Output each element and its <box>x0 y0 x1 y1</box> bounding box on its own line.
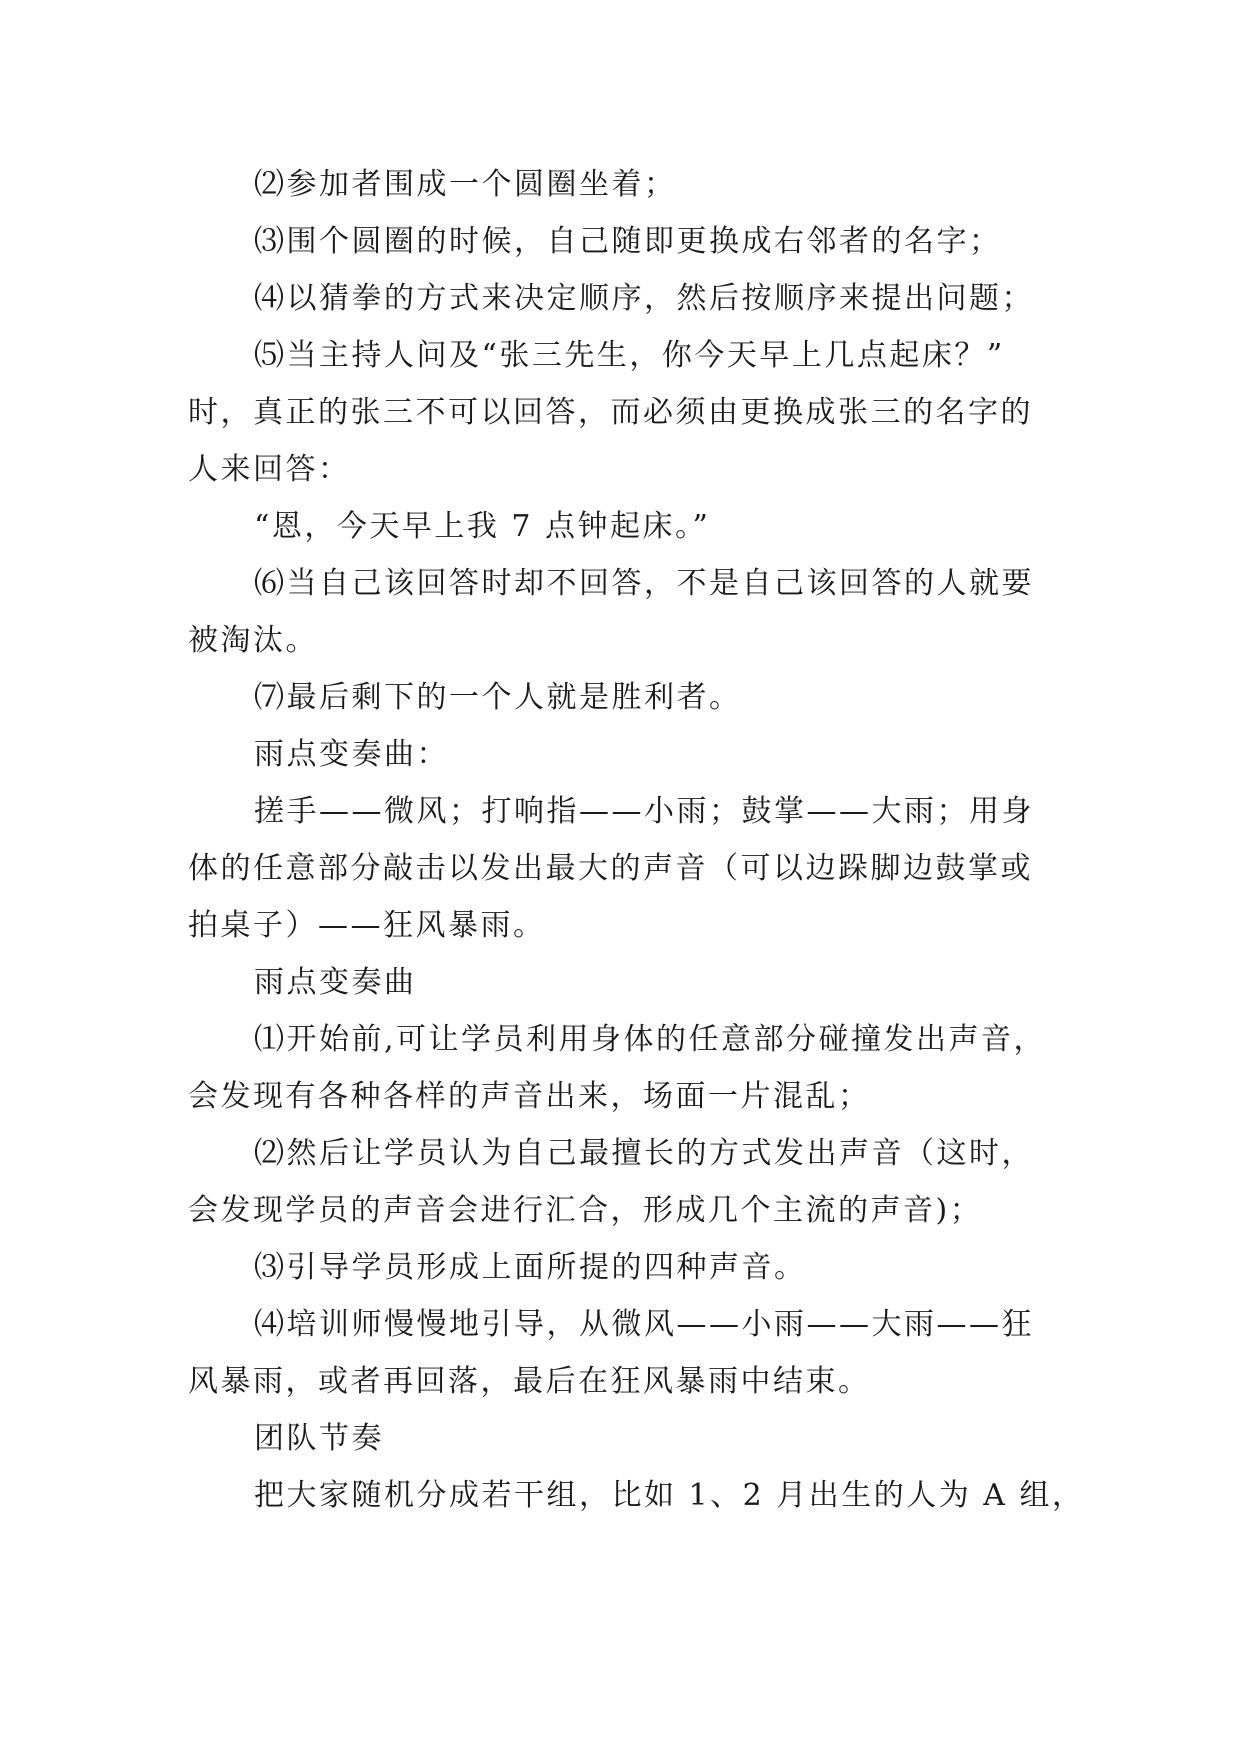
paragraph-line: ⑸当主持人问及“张三先生，你今天早上几点起床？” <box>254 338 1005 373</box>
section-heading: 雨点变奏曲 <box>254 965 417 1000</box>
paragraph-line: 体的任意部分敲击以发出最大的声音（可以边跺脚边鼓掌或 <box>188 851 1033 886</box>
paragraph-line: ⑴开始前,可让学员利用身体的任意部分碰撞发出声音， <box>254 1022 1047 1057</box>
paragraph-line: 被淘汰。 <box>188 623 318 658</box>
paragraph-line: 搓手——微风；打响指——小雨；鼓掌——大雨；用身 <box>254 794 1034 829</box>
paragraph-line: ⑹当自己该回答时却不回答，不是自己该回答的人就要 <box>254 566 1034 601</box>
paragraph-line: ⑷培训师慢慢地引导，从微风——小雨——大雨——狂 <box>254 1307 1034 1342</box>
paragraph-line: 会发现学员的声音会进行汇合，形成几个主流的声音)； <box>188 1193 983 1228</box>
paragraph-line: 会发现有各种各样的声音出来，场面一片混乱； <box>188 1079 871 1114</box>
section-heading: 团队节奏 <box>254 1421 384 1456</box>
paragraph-line: ⑷以猜拳的方式来决定顺序，然后按顺序来提出问题； <box>254 281 1034 316</box>
paragraph-line: ⑶围个圆圈的时候，自己随即更换成右邻者的名字； <box>254 224 1002 259</box>
paragraph-line: 人来回答： <box>188 452 351 487</box>
paragraph-line: 把大家随机分成若干组，比如 1、2 月出生的人为 A 组， <box>254 1478 1085 1513</box>
paragraph-line: ⑵然后让学员认为自己最擅长的方式发出声音（这时， <box>254 1136 1034 1171</box>
section-heading: 雨点变奏曲： <box>254 737 449 772</box>
paragraph-line: 时，真正的张三不可以回答，而必须由更换成张三的名字的 <box>188 395 1033 430</box>
paragraph-line: ⑶引导学员形成上面所提的四种声音。 <box>254 1250 807 1285</box>
paragraph-line: ⑵参加者围成一个圆圈坐着； <box>254 167 677 202</box>
paragraph-line: 拍桌子）——狂风暴雨。 <box>188 908 546 943</box>
paragraph-line: 风暴雨，或者再回落，最后在狂风暴雨中结束。 <box>188 1364 871 1399</box>
paragraph-line: “恩，今天早上我 7 点钟起床。” <box>254 509 711 544</box>
paragraph-line: ⑺最后剩下的一个人就是胜利者。 <box>254 680 742 715</box>
